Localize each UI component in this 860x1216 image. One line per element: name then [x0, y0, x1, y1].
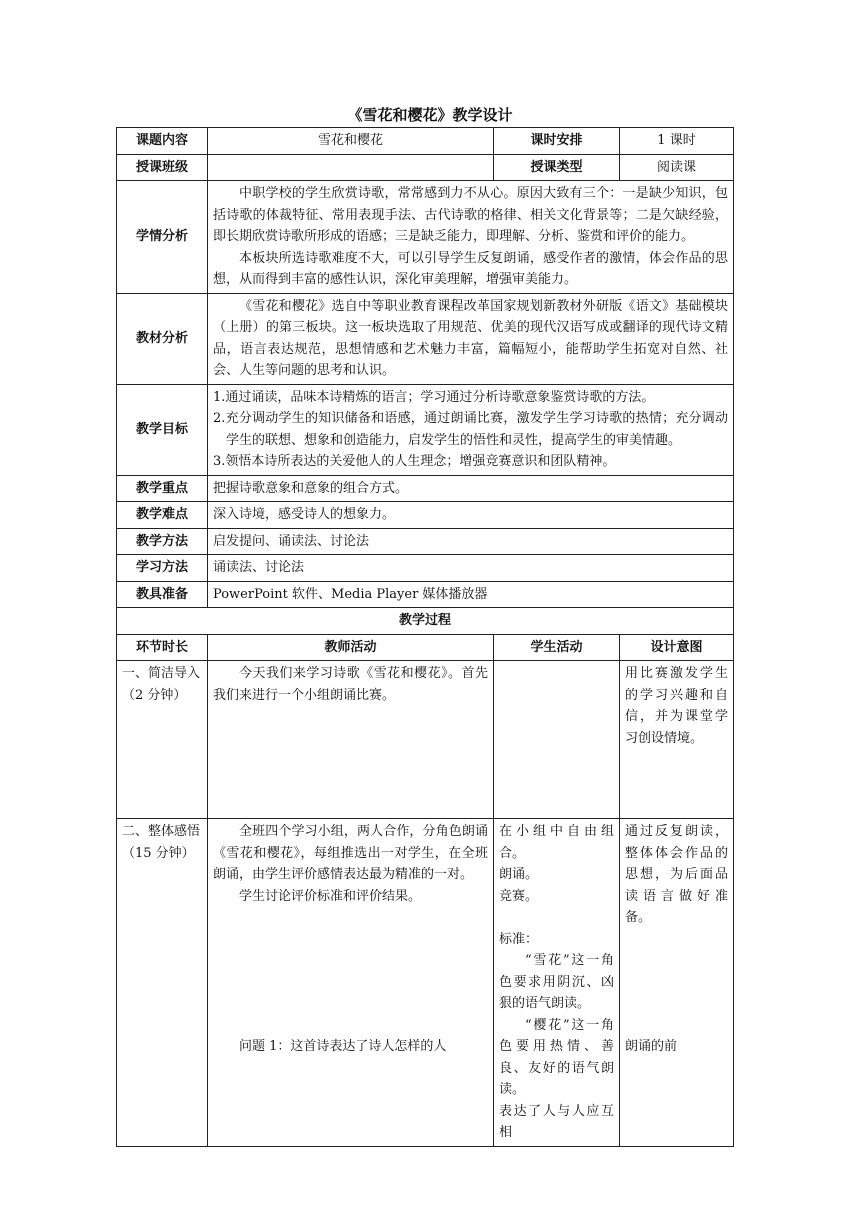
stage-2-student-3: 竞赛。	[499, 888, 539, 904]
goal-item: 3.领悟本诗所表达的关爱他人的人生理念；增强竞赛意识和团队精神。	[213, 454, 616, 469]
row-process-header	[117, 634, 734, 661]
row-key-point	[117, 475, 734, 502]
stage-2-student-2: 朗诵。	[499, 867, 539, 882]
material-analysis-label: 教材分析	[117, 293, 208, 384]
material-analysis-text: 《雪花和樱花》选自中等职业教育课程改革国家规划新教材外研版《语文》基础模块（上册）的第三板块。这一板块选取了用规范、优美的现代汉语写成或翻译的现代诗文精品，语言表达规范，思想情感和艺术魅力丰富，篇幅短小，能帮助学生拓宽对自然、社会、人生等问题的思考和认识。	[213, 298, 728, 378]
row-teaching-method	[117, 528, 734, 555]
stage-2-student-4: 标准：	[499, 931, 539, 947]
tools-value: PowerPoint 软件、Media Player 媒体播放器	[208, 581, 734, 608]
row-topic	[117, 128, 734, 155]
stage-1-name: 一、简洁导入	[122, 666, 201, 681]
topic-value: 雪花和樱花	[208, 128, 494, 155]
goal-item: 2.充分调动学生的知识储备和语感，通过朗诵比赛，激发学生学习诗歌的热情；充分调动学生的联想、想象和创造能力，启发学生的悟性和灵性，提高学生的审美情趣。	[213, 411, 728, 448]
row-difficulty	[117, 502, 734, 529]
col-intent-header: 设计意图	[620, 634, 734, 661]
learning-method-label: 学习方法	[117, 555, 208, 582]
stage-1-time: （2 分钟）	[122, 687, 187, 703]
student-analysis-label: 学情分析	[117, 181, 208, 294]
learning-method-value: 诵读法、讨论法	[208, 555, 734, 582]
stage-2-student-1: 在小组中自由组合。	[499, 824, 614, 861]
row-learning-method	[117, 555, 734, 582]
stage-2-student-6: “樱花”这一角色要用热情、善良、友好的语气朗读。	[499, 1017, 614, 1097]
stage-2-intent: 通过反复朗读，整体体会作品的思想，为后面品读语言做好准备。	[625, 824, 728, 925]
type-label: 授课类型	[494, 154, 620, 181]
hours-value: 1 课时	[620, 128, 734, 155]
class-value	[208, 154, 494, 181]
page-title: 《雪花和樱花》教学设计	[347, 106, 513, 124]
stage-1-intent: 用比赛激发学生的学习兴趣和自信，并为课堂学习创设情境。	[625, 666, 728, 746]
row-stage-2	[117, 819, 734, 1147]
col-student-header: 学生活动	[494, 634, 620, 661]
stage-2-teacher-1: 全班四个学习小组，两人合作，分角色朗诵《雪花和樱花》，每组推选出一对学生，在全班朗诵，由学生评价感情表达最为精准的一对。	[213, 824, 488, 882]
row-process-title	[117, 608, 734, 635]
row-goals	[117, 384, 734, 475]
stage-2-intent-2: 朗诵的前	[625, 1039, 678, 1054]
tools-label: 教具准备	[117, 581, 208, 608]
teaching-method-value: 启发提问、诵读法、讨论法	[208, 528, 734, 555]
topic-label: 课题内容	[117, 128, 208, 155]
stage-2-teacher-2: 学生讨论评价标准和评价结果。	[239, 888, 422, 904]
row-material-analysis	[117, 293, 734, 384]
lesson-plan-table	[116, 127, 734, 1147]
stage-2-student-7: 表达了人与人应互相	[499, 1103, 614, 1140]
col-stage-header: 环节时长	[117, 634, 208, 661]
student-analysis-text-2: 本板块所选诗歌难度不大，可以引导学生反复朗诵，感受作者的激情，体会作品的思想，从而得到丰富的感性认识，深化审美理解，增强审美能力。	[213, 250, 728, 287]
col-teacher-header: 教师活动	[208, 634, 494, 661]
difficulty-label: 教学难点	[117, 502, 208, 529]
stage-2-student-5: “雪花”这一角色要求用阴沉、凶狠的语气朗读。	[499, 953, 614, 1011]
hours-label: 课时安排	[494, 128, 620, 155]
stage-2-name: 二、整体感悟	[122, 824, 201, 839]
class-label: 授课班级	[117, 154, 208, 181]
key-point-value: 把握诗歌意象和意象的组合方式。	[208, 475, 734, 502]
process-title: 教学过程	[117, 608, 734, 635]
stage-1-teacher: 今天我们来学习诗歌《雪花和樱花》。首先我们来进行一个小组朗诵比赛。	[213, 666, 488, 703]
key-point-label: 教学重点	[117, 475, 208, 502]
row-stage-1	[117, 661, 734, 819]
goal-item: 1.通过诵读，品味本诗精炼的语言；学习通过分析诗歌意象鉴赏诗歌的方法。	[213, 389, 655, 405]
row-tools	[117, 581, 734, 608]
stage-2-time: （15 分钟）	[122, 845, 195, 861]
type-value: 阅读课	[620, 154, 734, 181]
row-student-analysis	[117, 181, 734, 294]
goals-label: 教学目标	[117, 384, 208, 475]
student-analysis-text-1: 中职学校的学生欣赏诗歌，常常感到力不从心。原因大致有三个：一是缺少知识，包括诗歌的体裁特征、常用表现手法、古代诗歌的格律、相关文化背景等；二是欠缺经验，即长期欣赏诗歌所形成的语感；三是缺乏能力，即理解、分析、鉴赏和评价的能力。	[213, 186, 728, 244]
difficulty-value: 深入诗境，感受诗人的想象力。	[208, 502, 734, 529]
stage-2-teacher-3: 问题 1：这首诗表达了诗人怎样的人	[239, 1039, 447, 1054]
teaching-method-label: 教学方法	[117, 528, 208, 555]
stage-1-student	[494, 661, 620, 819]
row-class	[117, 154, 734, 181]
